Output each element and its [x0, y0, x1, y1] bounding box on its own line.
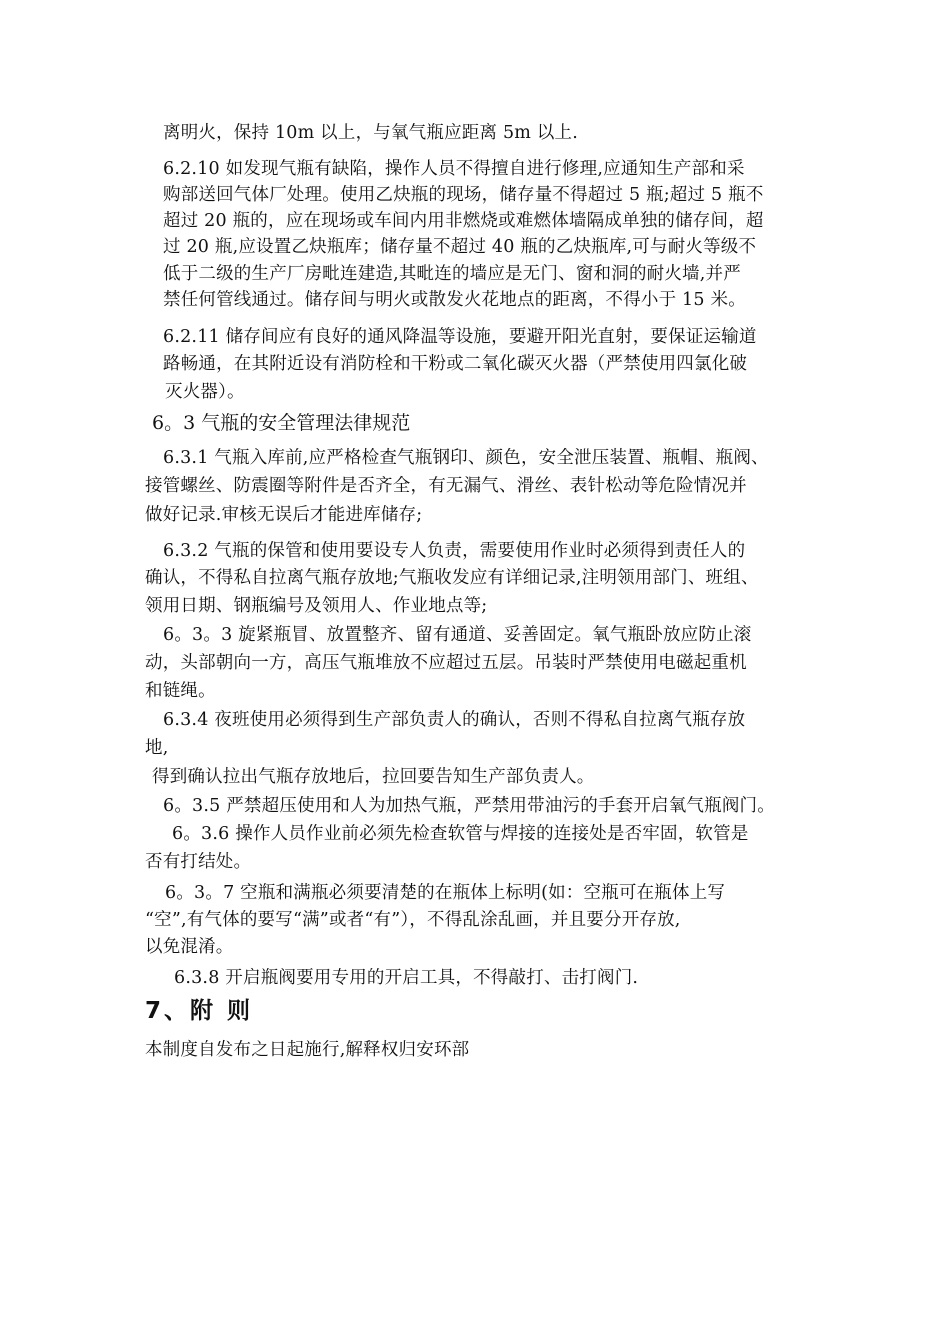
text-line: 6.3.1 气瓶入库前,应严格检查气瓶钢印、颜色，安全泄压装置、瓶帽、瓶阀、 [163, 448, 769, 468]
text-line: 以免混淆。 [145, 937, 234, 957]
chapter-heading-7: 7、附 则 [145, 998, 254, 1024]
text-line: 6.2.11 储存间应有良好的通风降温等设施，要避开阳光直射，要保证运输道 [163, 327, 757, 347]
text-line: 接管螺丝、防震圈等附件是否齐全，有无漏气、滑丝、表针松动等危险情况并 [145, 476, 747, 496]
text-line: “空”,有气体的要写“满”或者“有”），不得乱涂乱画，并且要分开存放, [145, 910, 681, 930]
text-line: 领用日期、钢瓶编号及领用人、作业地点等; [145, 596, 488, 616]
section-heading-6-3: 6。3 气瓶的安全管理法律规范 [152, 412, 411, 434]
text-line: 禁任何管线通过。储存间与明火或散发火花地点的距离，不得小于 15 米。 [163, 290, 746, 310]
text-line: 本制度自发布之日起施行,解释权归安环部 [145, 1040, 470, 1060]
text-line: 地, [145, 738, 169, 758]
text-line: 离明火，保持 10m 以上，与氧气瓶应距离 5m 以上. [163, 123, 579, 143]
text-line: 6。3.5 严禁超压使用和人为加热气瓶，严禁用带油污的手套开启氧气瓶阀门。 [163, 796, 775, 816]
text-line: 路畅通，在其附近设有消防栓和干粉或二氧化碳灭火器（严禁使用四氯化破 [163, 354, 748, 374]
text-line: 做好记录.审核无误后才能进库储存; [145, 505, 423, 525]
text-line: 灭火器）。 [165, 382, 245, 402]
text-line: 6。3。3 旋紧瓶冒、放置整齐、留有通道、妥善固定。氧气瓶卧放应防止滚 [163, 625, 752, 645]
text-line: 动，头部朝向一方，高压气瓶堆放不应超过五层。吊装时严禁使用电磁起重机 [145, 653, 747, 673]
text-line: 超过 20 瓶的，应在现场或车间内用非燃烧或难燃体墙隔成单独的储存间，超 [163, 211, 764, 231]
text-line: 6.3.8 开启瓶阀要用专用的开启工具，不得敲打、击打阀门. [174, 968, 639, 988]
text-line: 购部送回气体厂处理。使用乙炔瓶的现场，储存量不得超过 5 瓶;超过 5 瓶不 [163, 185, 764, 205]
text-line: 确认，不得私自拉离气瓶存放地;气瓶收发应有详细记录,注明领用部门、班组、 [145, 568, 759, 588]
text-line: 和链绳。 [145, 681, 216, 701]
text-line: 6.3.2 气瓶的保管和使用要设专人负责，需要使用作业时必须得到责任人的 [163, 541, 746, 561]
text-line: 6。3.6 操作人员作业前必须先检查软管与焊接的连接处是否牢固，软管是 [172, 824, 749, 844]
text-line: 6.2.10 如发现气瓶有缺陷，操作人员不得擅自进行修理,应通知生产部和采 [163, 159, 745, 179]
text-line: 过 20 瓶,应设置乙炔瓶库；储存量不超过 40 瓶的乙炔瓶库,可与耐火等级不 [163, 237, 757, 257]
text-line: 否有打结处。 [145, 852, 252, 872]
text-line: 6。3。7 空瓶和满瓶必须要清楚的在瓶体上标明(如：空瓶可在瓶体上写 [165, 883, 726, 903]
text-line: 得到确认拉出气瓶存放地后，拉回要告知生产部负责人。 [152, 767, 595, 787]
text-line: 低于二级的生产厂房毗连建造,其毗连的墙应是无门、窗和洞的耐火墙,并严 [163, 264, 741, 284]
text-line: 6.3.4 夜班使用必须得到生产部负责人的确认，否则不得私自拉离气瓶存放 [163, 710, 746, 730]
